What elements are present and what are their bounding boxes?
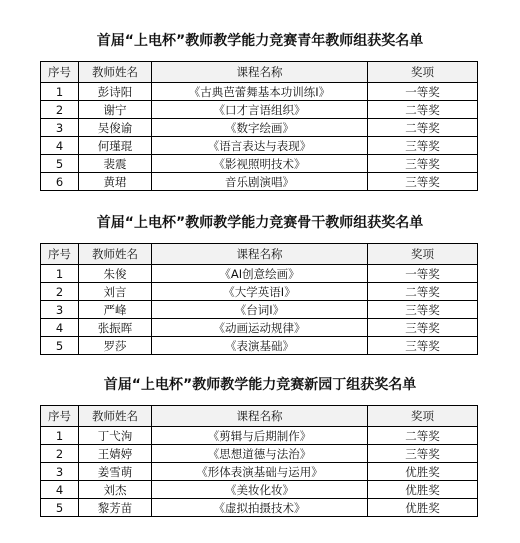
- table-row: [41, 337, 478, 355]
- cell-course: 《大学英语Ⅰ》: [152, 283, 368, 301]
- cell-name: 何瑾琨: [79, 137, 152, 155]
- header-award: 奖项: [368, 244, 478, 265]
- cell-course: 《数字绘画》: [152, 119, 368, 137]
- table-row: [41, 301, 478, 319]
- cell-name: 黎芳苗: [79, 499, 152, 517]
- header-course: 课程名称: [152, 244, 368, 265]
- table-row: [41, 119, 478, 137]
- table-row: [41, 499, 478, 517]
- cell-no: 3: [41, 119, 79, 137]
- cell-award: 优胜奖: [368, 481, 478, 499]
- table-header-row: [41, 62, 478, 83]
- section-title: 首届“上电杯”教师教学能力竞赛骨干教师组获奖名单: [96, 215, 424, 231]
- cell-course: 音乐剧演唱》: [152, 173, 368, 191]
- section-title: 首届“上电杯”教师教学能力竞赛新园丁组获奖名单: [103, 377, 417, 393]
- cell-no: 5: [41, 337, 79, 355]
- table-row: [41, 463, 478, 481]
- cell-award: 优胜奖: [368, 463, 478, 481]
- table-row: [41, 481, 478, 499]
- table-row: [41, 283, 478, 301]
- cell-no: 5: [41, 499, 79, 517]
- cell-name: 丁弋洵: [79, 427, 152, 445]
- cell-course: 《口才言语组织》: [152, 101, 368, 119]
- cell-course: 《形体表演基础与运用》: [152, 463, 368, 481]
- cell-name: 严峰: [79, 301, 152, 319]
- cell-course: 《AI创意绘画》: [152, 265, 368, 283]
- cell-name: 朱俊: [79, 265, 152, 283]
- cell-award: 三等奖: [368, 337, 478, 355]
- cell-course: 《动画运动规律》: [152, 319, 368, 337]
- cell-no: 1: [41, 83, 79, 101]
- table-row: [41, 265, 478, 283]
- cell-award: 二等奖: [368, 283, 478, 301]
- cell-name: 姜雪萌: [79, 463, 152, 481]
- cell-course: 《古典芭蕾舞基本功训练Ⅰ》: [152, 83, 368, 101]
- cell-course: 《美妆化妆》: [152, 481, 368, 499]
- header-name: 教师姓名: [79, 406, 152, 427]
- cell-award: 优胜奖: [368, 499, 478, 517]
- table-row: [41, 155, 478, 173]
- cell-award: 二等奖: [368, 427, 478, 445]
- header-course: 课程名称: [152, 62, 368, 83]
- table-row: [41, 445, 478, 463]
- cell-name: 谢宁: [79, 101, 152, 119]
- table-row: [41, 101, 478, 119]
- header-name: 教师姓名: [79, 244, 152, 265]
- header-name: 教师姓名: [79, 62, 152, 83]
- cell-no: 5: [41, 155, 79, 173]
- cell-award: 二等奖: [368, 101, 478, 119]
- header-no: 序号: [41, 244, 79, 265]
- header-no: 序号: [41, 406, 79, 427]
- header-award: 奖项: [368, 406, 478, 427]
- cell-no: 1: [41, 265, 79, 283]
- cell-no: 4: [41, 319, 79, 337]
- table-row: [41, 137, 478, 155]
- cell-no: 3: [41, 301, 79, 319]
- cell-course: 《影视照明技术》: [152, 155, 368, 173]
- cell-course: 《思想道德与法治》: [152, 445, 368, 463]
- award-table: [40, 243, 478, 355]
- table-header-row: [41, 244, 478, 265]
- cell-award: 三等奖: [368, 301, 478, 319]
- cell-award: 三等奖: [368, 445, 478, 463]
- cell-name: 张振晖: [79, 319, 152, 337]
- cell-award: 一等奖: [368, 265, 478, 283]
- cell-award: 三等奖: [368, 155, 478, 173]
- header-no: 序号: [41, 62, 79, 83]
- cell-course: 《虚拟拍摄技术》: [152, 499, 368, 517]
- award-table: [40, 61, 478, 191]
- header-award: 奖项: [368, 62, 478, 83]
- cell-name: 吴俊谕: [79, 119, 152, 137]
- table-row: [41, 427, 478, 445]
- cell-name: 罗莎: [79, 337, 152, 355]
- cell-course: 《语言表达与表现》: [152, 137, 368, 155]
- cell-course: 《台词Ⅰ》: [152, 301, 368, 319]
- cell-no: 1: [41, 427, 79, 445]
- header-course: 课程名称: [152, 406, 368, 427]
- cell-award: 三等奖: [368, 173, 478, 191]
- cell-no: 2: [41, 283, 79, 301]
- cell-name: 刘杰: [79, 481, 152, 499]
- cell-award: 三等奖: [368, 137, 478, 155]
- table-row: [41, 83, 478, 101]
- cell-name: 黄珺: [79, 173, 152, 191]
- cell-name: 刘言: [79, 283, 152, 301]
- cell-award: 二等奖: [368, 119, 478, 137]
- cell-no: 2: [41, 101, 79, 119]
- section-title: 首届“上电杯”教师教学能力竞赛青年教师组获奖名单: [96, 33, 424, 49]
- cell-no: 4: [41, 481, 79, 499]
- cell-name: 王婧婷: [79, 445, 152, 463]
- cell-course: 《表演基础》: [152, 337, 368, 355]
- cell-no: 6: [41, 173, 79, 191]
- cell-award: 三等奖: [368, 319, 478, 337]
- cell-name: 裴震: [79, 155, 152, 173]
- table-row: [41, 173, 478, 191]
- award-table: [40, 405, 478, 517]
- cell-no: 2: [41, 445, 79, 463]
- table-row: [41, 319, 478, 337]
- cell-award: 一等奖: [368, 83, 478, 101]
- cell-name: 彭诗阳: [79, 83, 152, 101]
- cell-no: 3: [41, 463, 79, 481]
- cell-no: 4: [41, 137, 79, 155]
- table-header-row: [41, 406, 478, 427]
- cell-course: 《剪辑与后期制作》: [152, 427, 368, 445]
